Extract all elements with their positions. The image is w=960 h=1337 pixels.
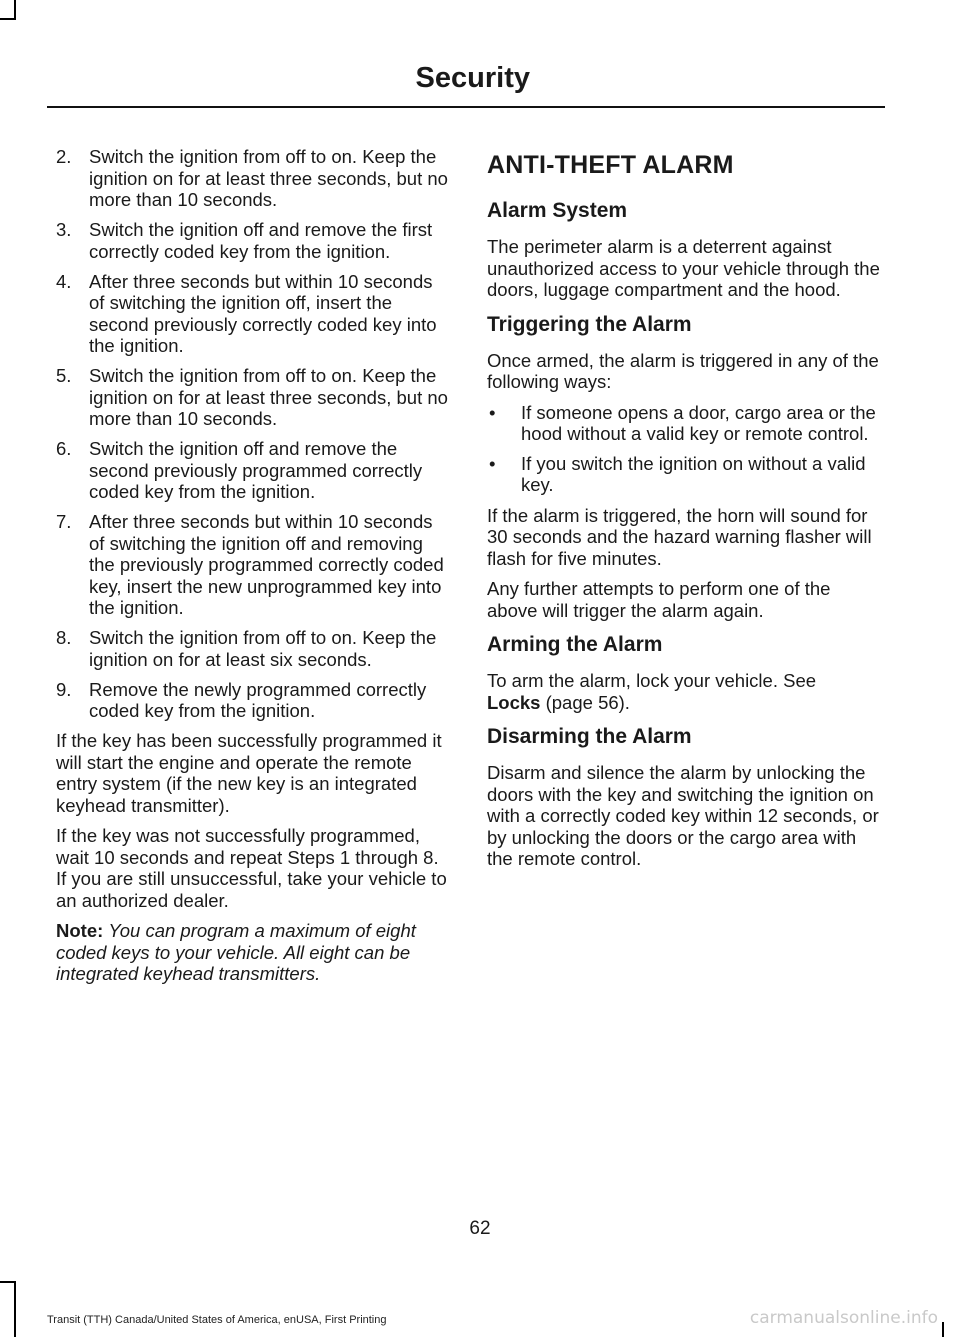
step-text: Remove the newly programmed correctly coded key from the ignition. [89, 678, 427, 721]
step-number: 8. [56, 627, 72, 648]
arming-text-after: (page 56). [545, 691, 630, 713]
step-number: 6. [56, 438, 72, 459]
triggering-bullet-list [487, 402, 883, 496]
bullet-item [487, 402, 883, 445]
bullet-dot-icon: • [489, 401, 496, 423]
publication-footer: Transit (TTH) Canada/United States of America, enUSA, First Printing [47, 1314, 387, 1326]
page-title: Security [415, 62, 530, 94]
section-title: ANTI-THEFT ALARM [487, 151, 734, 179]
step-number: 9. [56, 678, 72, 700]
step-number: 3. [56, 219, 72, 240]
programming-steps-list [56, 146, 448, 722]
bullet-item [487, 453, 883, 496]
success-paragraph: If the key has been successfully programmed it will start the engine and operate the remote entry system (if the new key is an integrated keyhead transmitter). [56, 730, 442, 816]
crop-mark-bottom-left-h [0, 1281, 16, 1283]
step-item [56, 365, 448, 430]
step-text: After three seconds but within 10 seconds of switching the ignition off, insert the second previously correctly coded key into the ignition. [89, 270, 437, 356]
triggering-repeat-text: Any further attempts to perform one of the above will trigger the alarm again. [487, 578, 831, 621]
step-text: After three seconds but within 10 seconds of switching the ignition off and removing the previously programmed correctly coded key, insert the new unprogrammed key into the ignition. [89, 511, 444, 618]
step-number: 5. [56, 365, 72, 386]
step-number: 4. [56, 270, 72, 292]
note-text: You can program a maximum of eight coded keys to your vehicle. All eight can be integrated keyhead transmitters. [56, 920, 416, 984]
header-divider [47, 106, 885, 108]
bullet-text: If someone opens a door, cargo area or the hood without a valid key or remote control. [521, 401, 876, 444]
alarm-system-heading: Alarm System [487, 199, 628, 222]
bullet-dot-icon: • [489, 452, 496, 474]
arming-heading: Arming the Alarm [487, 633, 663, 656]
left-column [56, 146, 448, 994]
step-text: Switch the ignition off and remove the second previously programmed correctly coded key from the ignition. [89, 438, 423, 502]
triggering-heading: Triggering the Alarm [487, 312, 692, 336]
step-item [56, 219, 448, 262]
failure-paragraph: If the key was not successfully programmed, wait 10 seconds and repeat Steps 1 through 8. If you are still unsuccessful, take your vehicle to an authorized dealer. [56, 825, 447, 911]
note-paragraph [56, 920, 448, 985]
right-column [487, 146, 883, 879]
triggering-intro: Once armed, the alarm is triggered in any of the following ways: [487, 349, 879, 392]
arming-text-before: To arm the alarm, lock your vehicle. See [487, 670, 817, 691]
crop-mark-top-left [14, 0, 16, 20]
step-item [56, 679, 448, 722]
step-item [56, 511, 448, 619]
step-item [56, 438, 448, 503]
step-text: Switch the ignition from off to on. Keep the ignition on for at least six seconds. [89, 627, 437, 670]
step-text: Switch the ignition off and remove the first correctly coded key from the ignition. [89, 219, 433, 262]
note-label: Note: [56, 920, 104, 941]
step-number: 2. [56, 146, 72, 167]
crop-mark-bottom-left [14, 1281, 16, 1337]
bullet-text: If you switch the ignition on without a valid key. [521, 452, 866, 495]
disarming-heading: Disarming the Alarm [487, 725, 692, 748]
crop-mark-top-left-h [0, 18, 16, 20]
watermark: carmanualsonline.info [749, 1308, 938, 1328]
triggering-result-text: If the alarm is triggered, the horn will sound for 30 seconds and the hazard warning flasher will flash for five minutes. [487, 504, 872, 569]
page-number: 62 [469, 1218, 491, 1239]
crop-mark-bottom-right [942, 1322, 944, 1337]
step-item [56, 146, 448, 211]
alarm-system-text: The perimeter alarm is a deterrent against unauthorized access to your vehicle through the doors, luggage compartment and the hood. [487, 236, 880, 300]
locks-reference-link[interactable]: Locks [487, 691, 541, 713]
arming-text [487, 670, 883, 713]
step-text: Switch the ignition from off to on. Keep the ignition on for at least three seconds, but no more than 10 seconds. [89, 365, 448, 429]
step-item [56, 627, 448, 670]
step-number: 7. [56, 511, 72, 532]
step-text: Switch the ignition from off to on. Keep the ignition on for at least three seconds, but no more than 10 seconds. [89, 146, 448, 210]
disarming-text: Disarm and silence the alarm by unlocking the doors with the key and switching the ignition on with a correctly coded key within 12 seconds, or by unlocking the doors or the cargo area with the remote control. [487, 762, 879, 869]
step-item [56, 271, 448, 357]
